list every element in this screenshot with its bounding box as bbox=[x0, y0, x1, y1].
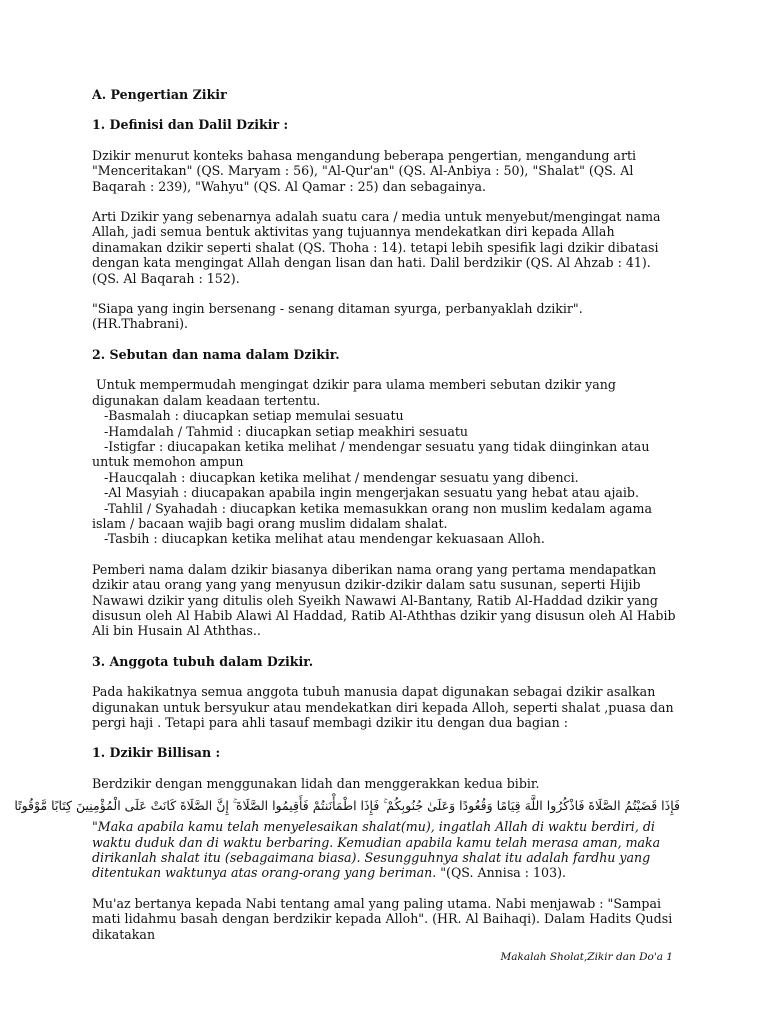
section-title-a: A. Pengertian Zikir bbox=[92, 87, 227, 102]
list-item: -Istigfar : diucapakan ketika melihat / mendengar sesuatu yang tidak diinginkan atau untuk memohon ampun bbox=[92, 438, 650, 470]
document-page bbox=[14, 87, 680, 942]
translation-reference: "(QS. Annisa : 103). bbox=[440, 865, 566, 881]
heading-anggota-tubuh: 3. Anggota tubuh dalam Dzikir. bbox=[92, 653, 314, 669]
list-sebutan bbox=[92, 408, 680, 547]
paragraph-translation bbox=[92, 819, 680, 881]
list-item: -Tasbih : diucapkan ketika melihat atau mendengar kekuasaan Alloh. bbox=[104, 531, 545, 547]
heading-sebutan: 2. Sebutan dan nama dalam Dzikir. bbox=[92, 346, 340, 362]
heading-definisi: 1. Definisi dan Dalil Dzikir : bbox=[92, 117, 289, 133]
list-item: -Haucqalah : diucapkan ketika melihat / mendengar sesuatu yang dibenci. bbox=[104, 469, 579, 485]
paragraph-billisan: Berdzikir dengan menggunakan lidah dan menggerakkan kedua bibir. bbox=[92, 775, 540, 791]
paragraph-anggota-tubuh: Pada hakikatnya semua anggota tubuh manusia dapat digunakan sebagai dzikir asalkan digunakan untuk bersyukur atau mendekatkan diri kepada Alloh, seperti shalat ,puasa dan pergi haji . Tetapi para ahli tasauf membagi dzikir itu dengan dua bagian : bbox=[92, 684, 674, 730]
paragraph-definisi: Dzikir menurut konteks bahasa mengandung beberapa pengertian, mengandung arti "Menceritakan" (QS. Maryam : 56), "Al-Qur'an" (QS. Al-Anbiya : 50), "Shalat" (QS. Al Baqarah : 239), "Wahyu" (QS. Al Qamar : 25) dan sebagainya. bbox=[92, 147, 637, 194]
paragraph-hadith-thabrani: "Siapa yang ingin bersenang - senang ditaman syurga, perbanyaklah dzikir". (HR.Thabrani). bbox=[92, 301, 583, 332]
paragraph-muaz: Mu'az bertanya kepada Nabi tentang amal yang paling utama. Nabi menjawab : "Sampai mati lidahmu basah dengan berdzikir kepada Alloh". (HR. Al Baihaqi). Dalam Hadits Qudsi dikatakan bbox=[92, 895, 673, 942]
paragraph-pemberi-nama: Pemberi nama dalam dzikir biasanya diberikan nama orang yang pertama mendapatkan dzikir atau orang yang yang menyusun dzikir-dzikir dalam satu susunan, seperti Hijib Nawawi dzikir yang ditulis oleh Syeikh Nawawi Al-Bantany, Ratib Al-Haddad dzikir yang disusun oleh Al Habib Alawi Al Haddad, Ratib Al-Aththas dzikir yang disusun oleh Al Habib Ali bin Husain Al Aththas.. bbox=[92, 561, 676, 639]
arabic-verse: فَإِذَا قَضَيْتُمُ الصَّلَاةَ فَاذْكُرُوا اللَّهَ قِيَامًا وَقُعُودًا وَعَلَىٰ جُنُوبِكُمْ ۚ فَإِذَا اطْمَأْنَنتُمْ فَأَقِيمُوا الصَّلَاةَ ۚ إِنَّ الصَّلَاةَ كَانَتْ عَلَى الْمُؤْمِنِينَ كِتَابًا مَّوْقُوتًا bbox=[14, 798, 680, 814]
heading-dzikir-billisan: 1. Dzikir Billisan : bbox=[92, 745, 221, 761]
paragraph-arti-dzikir: Arti Dzikir yang sebenarnya adalah suatu cara / media untuk menyebut/mengingat nama Allah, jadi semua bentuk aktivitas yang tujuannya mendekatkan diri kepada Allah dinamakan dzikir seperti shalat (QS. Thoha : 14). tetapi lebih spesifik lagi dzikir dibatasi dengan kata mengingat Allah dengan lisan dan hati. Dalil berdzikir (QS. Al Ahzab : 41). (QS. Al Baqarah : 152). bbox=[92, 209, 661, 286]
list-item: -Al Masyiah : diucapakan apabila ingin mengerjakan sesuatu yang hebat atau ajaib. bbox=[104, 485, 639, 501]
list-item: -Tahlil / Syahadah : diucapkan ketika memasukkan orang non muslim kedalam agama islam / bacaan wajib bagi orang muslim didalam shalat. bbox=[92, 500, 652, 531]
paragraph-sebutan-intro: Untuk mempermudah mengingat dzikir para ulama memberi sebutan dzikir yang digunakan dalam keadaan tertentu. bbox=[92, 377, 620, 408]
page-footer: Makalah Sholat,Zikir dan Do'a 1 bbox=[500, 951, 673, 963]
list-item: -Hamdalah / Tahmid : diucapkan setiap meakhiri sesuatu bbox=[104, 423, 469, 439]
list-item: -Basmalah : diucapkan setiap memulai sesuatu bbox=[104, 408, 404, 424]
translation-text: "Maka apabila kamu telah menyelesaikan shalat(mu), ingatlah Allah di waktu berdiri, di waktu duduk dan di waktu berbaring. Kemudian apabila kamu telah merasa aman, maka dirikanlah shalat itu (sebagaimana biasa). Sesungguhnya shalat itu adalah fardhu yang ditentukan waktunya atas orang-orang yang beriman. bbox=[92, 819, 661, 881]
